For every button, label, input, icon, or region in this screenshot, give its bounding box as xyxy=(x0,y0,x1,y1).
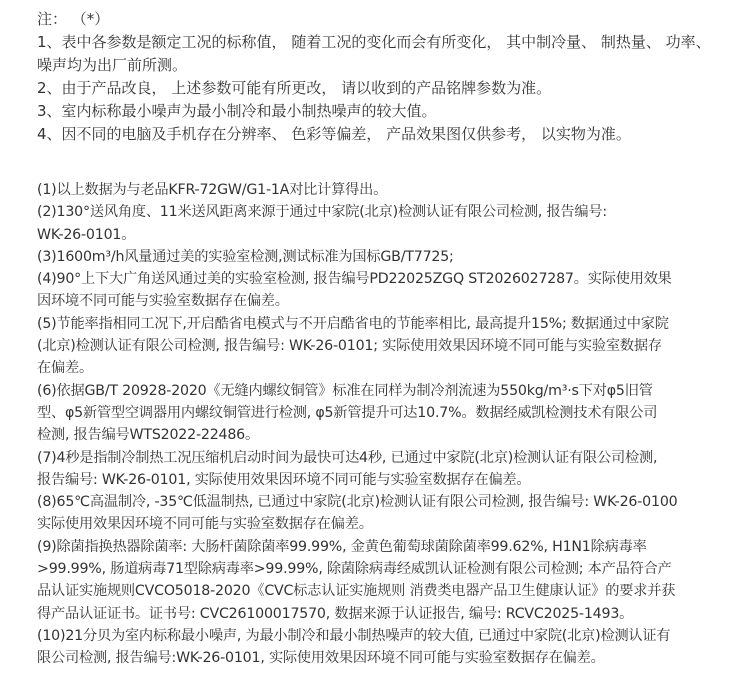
section-gap xyxy=(37,146,743,179)
footnote-line: (4)90°上下大广角送风通过美的实验室检测, 报告编号PD22025ZGQ ST2026027287。实际使用效果 xyxy=(37,271,672,288)
footnote-line: 型、φ5新管型空调器用内螺纹铜管进行检测, φ5新管提升可达10.7%。数据经威凯检测技术有限公司 xyxy=(37,404,658,421)
note-line: 1、表中各参数是额定工况的标称值， 随着工况的变化而会有所变化， 其中制冷量、 制热量、 功率、 xyxy=(37,33,711,51)
footnote-line: 实际使用效果因环境不同可能与实验室数据存在偏差。 xyxy=(37,516,373,533)
footnote-line: (2)130°送风角度、11米送风距离来源于通过中家院(北京)检测认证有限公司检测, 报告编号: xyxy=(37,204,607,221)
footnote-line: (6)依据GB/T 20928-2020《无缝内螺纹铜管》标准在同样为制冷剂流速为550kg/m³·s下对φ5旧管 xyxy=(37,382,653,399)
notes-title: 注： （*） xyxy=(37,10,110,28)
footnote-line: (7)4秒是指制冷制热工况压缩机启动时间为最快可达4秒, 已通过中家院(北京)检测认证有限公司检测, xyxy=(37,449,658,466)
note-line: 2、由于产品改良， 上述参数可能有所更改， 请以收到的产品铭牌参数为准。 xyxy=(37,79,552,97)
note-line: 噪声均为出厂前所测。 xyxy=(37,56,188,74)
footnote-line: (北京)检测认证有限公司检测, 报告编号: WK-26-0101; 实际使用效果因环境不同可能与实验室数据存 xyxy=(37,338,662,355)
footnote-line: (8)65℃高温制冷, -35℃低温制热, 已通过中家院(北京)检测认证有限公司检测, 报告编号: WK-26-0100 xyxy=(37,494,678,511)
footnote-line: 限公司检测, 报告编号:WK-26-0101, 实际使用效果因环境不同可能与实验室数据存在偏差。 xyxy=(37,650,605,667)
footnote-line: (1)以上数据为与老品KFR-72GW/G1-1A对比计算得出。 xyxy=(37,182,388,198)
footnote-line: 得产品认证证书。证书号: CVC26100017570, 数据来源于认证报告, 编号: RCVC2025-1493。 xyxy=(37,605,634,622)
footnote-line: 品认证实施规则CVCO5018-2020《CVC标志认证实施规则 消费类电器产品卫生健康认证》的要求并获 xyxy=(37,583,676,600)
footnote-line: WK-26-0101。 xyxy=(37,226,136,243)
note-line: 4、因不同的电脑及手机存在分辨率、 色彩等偏差， 产品效果图仅供参考， 以实物为准。 xyxy=(37,125,631,143)
notes-document xyxy=(37,0,743,670)
notes-section xyxy=(37,8,743,146)
footnote-line: (3)1600m³/h风量通过美的实验室检测,测试标准为国标GB/T7725; xyxy=(37,248,454,265)
footnote-line: (10)21分贝为室内标称最小噪声, 为最小制冷和最小制热噪声的较大值, 已通过中家院(北京)检测认证有 xyxy=(37,627,671,644)
footnote-line: (5)节能率指相同工况下,开启酷省电模式与不开启酷省电的节能率相比, 最高提升15%; 数据通过中家院 xyxy=(37,315,669,332)
footnote-line: 因环境不同可能与实验室数据存在偏差。 xyxy=(37,293,289,310)
footnote-line: >99.99%, 肠道病毒71型除病毒率>99.99%, 除菌除病毒经威凯认证检测有限公司检测; 本产品符合产 xyxy=(37,561,672,578)
footnote-line: 检测, 报告编号WTS2022-22486。 xyxy=(37,427,259,444)
footnote-line: 报告编号: WK-26-0101, 实际使用效果因环境不同可能与实验室数据存在偏差。 xyxy=(37,471,531,488)
footnote-line: 在偏差。 xyxy=(37,360,93,377)
footnote-line: (9)除菌指换热器除菌率: 大肠杆菌除菌率99.99%, 金黄色葡萄球菌除菌率99.62%, H1N1除病毒率 xyxy=(37,538,647,555)
note-line: 3、室内标称最小噪声为最小制冷和最小制热噪声的较大值。 xyxy=(37,102,437,120)
footnotes-section xyxy=(37,179,743,670)
